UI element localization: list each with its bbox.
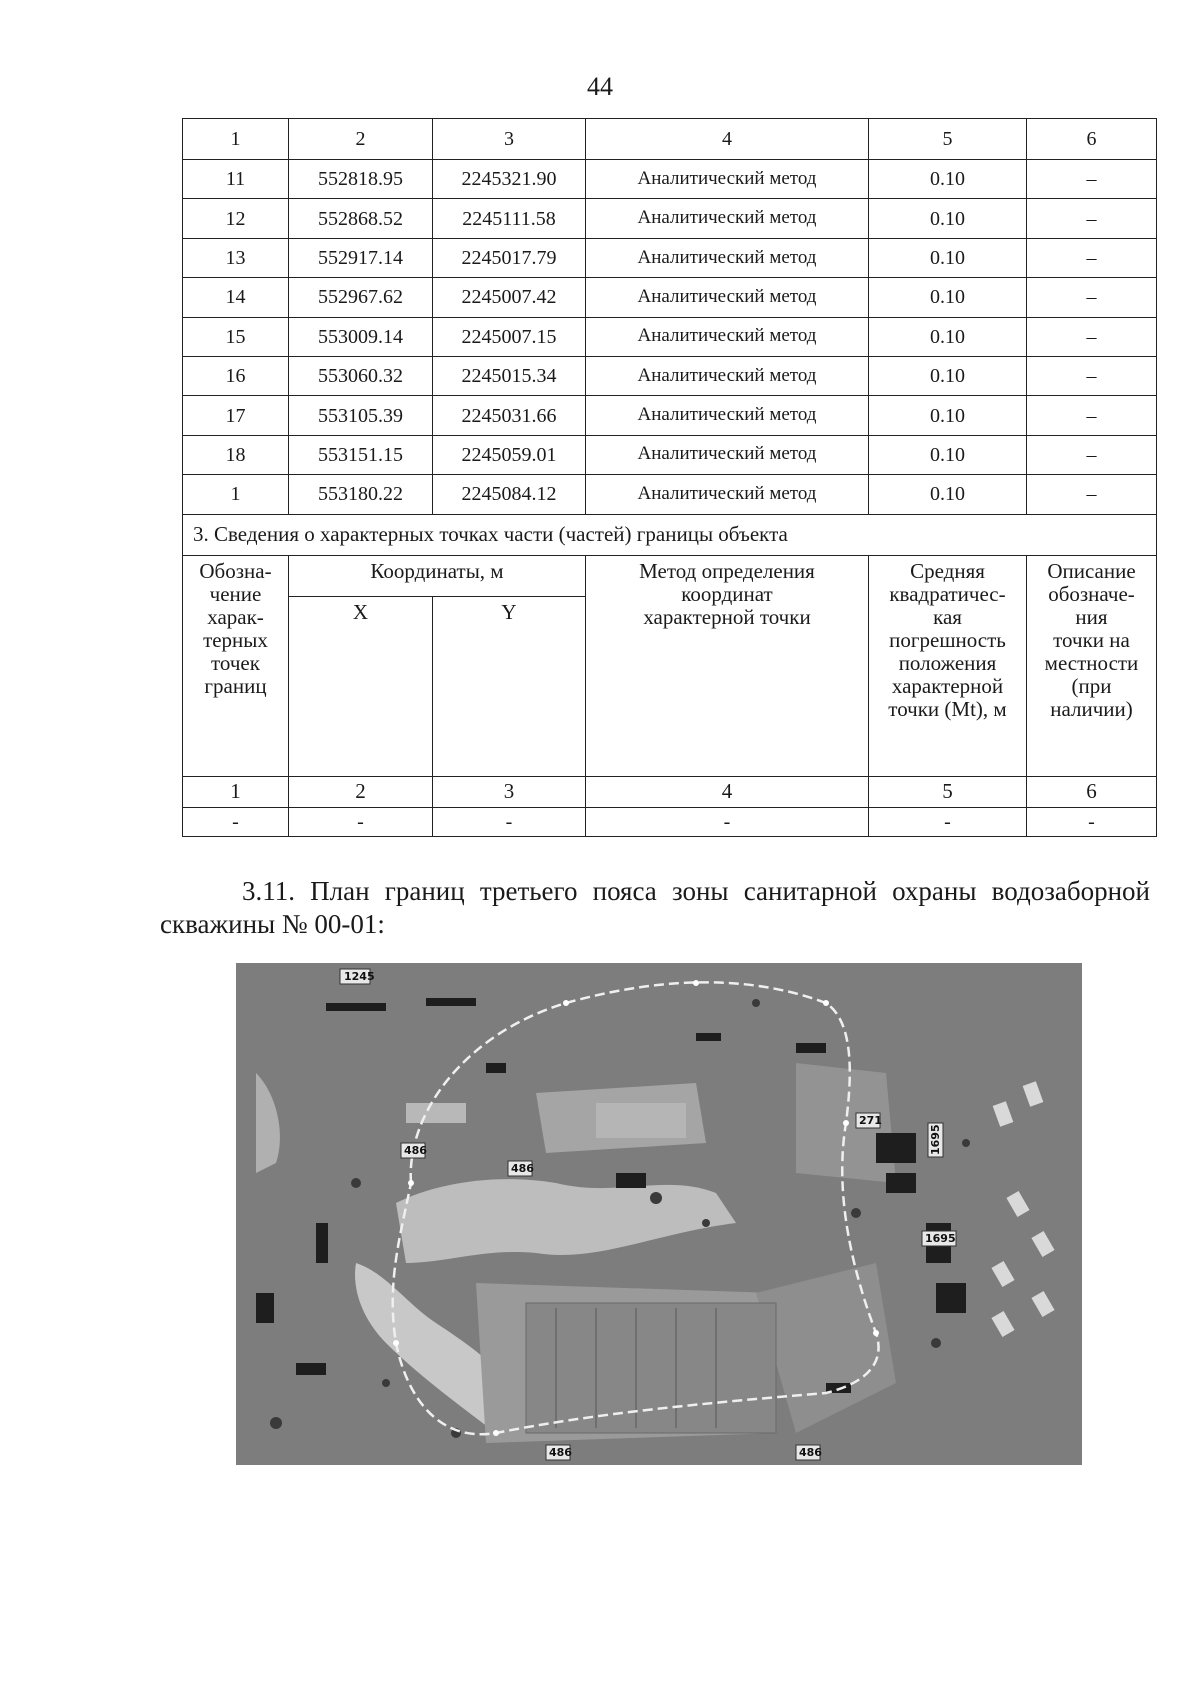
description: – — [1027, 475, 1157, 514]
column-numbers-row — [183, 776, 1157, 807]
boundary-points-table — [182, 118, 1157, 837]
map-label-text: 486 — [549, 1446, 572, 1459]
description: – — [1027, 317, 1157, 356]
y-coord: 2245111.58 — [433, 199, 586, 238]
method: Аналитический метод — [586, 396, 869, 435]
y-coord: 2245031.66 — [433, 396, 586, 435]
page-number: 44 — [587, 72, 613, 101]
map-label — [508, 1161, 534, 1176]
y-coord: 2245084.12 — [433, 475, 586, 514]
mt-value: 0.10 — [869, 278, 1027, 317]
mt-value: 0.10 — [869, 199, 1027, 238]
y-coord: 2245059.01 — [433, 435, 586, 474]
dash-cell: - — [586, 807, 869, 836]
col-number: 2 — [289, 776, 433, 807]
col-number: 4 — [586, 776, 869, 807]
table-row — [183, 238, 1157, 277]
method: Аналитический метод — [586, 278, 869, 317]
mt-value: 0.10 — [869, 238, 1027, 277]
x-coord: 553009.14 — [289, 317, 433, 356]
table-header-row — [183, 119, 1157, 160]
table-row — [183, 356, 1157, 395]
table-row — [183, 396, 1157, 435]
header-mt: Средняя квадратичес- кая погрешность положения характерной точки (Mt), м — [869, 555, 1027, 776]
y-coord: 2245321.90 — [433, 160, 586, 199]
map-label — [928, 1123, 943, 1157]
mt-value: 0.10 — [869, 356, 1027, 395]
description: – — [1027, 278, 1157, 317]
point-id: 15 — [183, 317, 289, 356]
mt-value: 0.10 — [869, 475, 1027, 514]
method: Аналитический метод — [586, 475, 869, 514]
map-label-text: 486 — [404, 1144, 427, 1157]
point-id: 13 — [183, 238, 289, 277]
col-number: 4 — [586, 119, 869, 160]
method: Аналитический метод — [586, 435, 869, 474]
x-coord: 553180.22 — [289, 475, 433, 514]
mt-value: 0.10 — [869, 317, 1027, 356]
x-coord: 552868.52 — [289, 199, 433, 238]
header-x: X — [289, 596, 433, 776]
description: – — [1027, 356, 1157, 395]
description: – — [1027, 435, 1157, 474]
x-coord: 553151.15 — [289, 435, 433, 474]
y-coord: 2245007.15 — [433, 317, 586, 356]
map-label — [546, 1445, 572, 1460]
map-label-text: 486 — [799, 1446, 822, 1459]
point-id: 17 — [183, 396, 289, 435]
dash-cell: - — [433, 807, 586, 836]
col-number: 6 — [1027, 776, 1157, 807]
map-label — [340, 969, 375, 984]
section-title: 3. Сведения о характерных точках части (частей) границы объекта — [183, 514, 1157, 555]
col-number: 5 — [869, 119, 1027, 160]
map-label-text: 271 — [859, 1114, 882, 1127]
method: Аналитический метод — [586, 317, 869, 356]
mt-value: 0.10 — [869, 396, 1027, 435]
point-id: 12 — [183, 199, 289, 238]
point-id: 1 — [183, 475, 289, 514]
map-label-text: 1245 — [344, 970, 375, 983]
map-label — [796, 1445, 822, 1460]
dash-cell: - — [289, 807, 433, 836]
method: Аналитический метод — [586, 238, 869, 277]
x-coord: 552967.62 — [289, 278, 433, 317]
x-coord: 553060.32 — [289, 356, 433, 395]
method: Аналитический метод — [586, 199, 869, 238]
col-number: 2 — [289, 119, 433, 160]
description: – — [1027, 160, 1157, 199]
method: Аналитический метод — [586, 356, 869, 395]
table-row — [183, 278, 1157, 317]
x-coord: 552818.95 — [289, 160, 433, 199]
map-label-text: 486 — [511, 1162, 534, 1175]
section-title-row — [183, 514, 1157, 555]
map-label-text: 1695 — [925, 1232, 956, 1245]
header-description: Описание обозначе- ния точки на местности (при наличии) — [1027, 555, 1157, 776]
description: – — [1027, 396, 1157, 435]
table-row — [183, 199, 1157, 238]
point-id: 14 — [183, 278, 289, 317]
boundary-plan-map — [236, 963, 1082, 1465]
header-y: Y — [433, 596, 586, 776]
table-row — [183, 160, 1157, 199]
mt-value: 0.10 — [869, 435, 1027, 474]
point-id: 18 — [183, 435, 289, 474]
method: Аналитический метод — [586, 160, 869, 199]
dash-cell: - — [869, 807, 1027, 836]
map-label — [401, 1143, 427, 1158]
point-id: 11 — [183, 160, 289, 199]
y-coord: 2245015.34 — [433, 356, 586, 395]
plan-caption: 3.11. План границ третьего пояса зоны санитарной охраны водозаборной скважины № 00-01: — [160, 876, 1150, 939]
aerial-map-image — [236, 963, 1082, 1465]
map-label-text: 1695 — [929, 1124, 942, 1155]
col-number: 1 — [183, 119, 289, 160]
col-number: 3 — [433, 776, 586, 807]
dash-cell: - — [1027, 807, 1157, 836]
y-coord: 2245017.79 — [433, 238, 586, 277]
header-method: Метод определения координат характерной точки — [586, 555, 869, 776]
y-coord: 2245007.42 — [433, 278, 586, 317]
col-number: 5 — [869, 776, 1027, 807]
table-row — [183, 475, 1157, 514]
mt-value: 0.10 — [869, 160, 1027, 199]
dash-cell: - — [183, 807, 289, 836]
col-number: 1 — [183, 776, 289, 807]
description: – — [1027, 238, 1157, 277]
header-designation: Обозна- чение харак- терных точек границ — [183, 555, 289, 776]
description: – — [1027, 199, 1157, 238]
col-number: 3 — [433, 119, 586, 160]
col-number: 6 — [1027, 119, 1157, 160]
section-header-row — [183, 555, 1157, 596]
empty-data-row — [183, 807, 1157, 836]
map-label — [856, 1113, 882, 1128]
header-coordinates: Координаты, м — [289, 555, 586, 596]
x-coord: 553105.39 — [289, 396, 433, 435]
x-coord: 552917.14 — [289, 238, 433, 277]
table-row — [183, 435, 1157, 474]
table-row — [183, 317, 1157, 356]
point-id: 16 — [183, 356, 289, 395]
map-label — [922, 1231, 956, 1246]
